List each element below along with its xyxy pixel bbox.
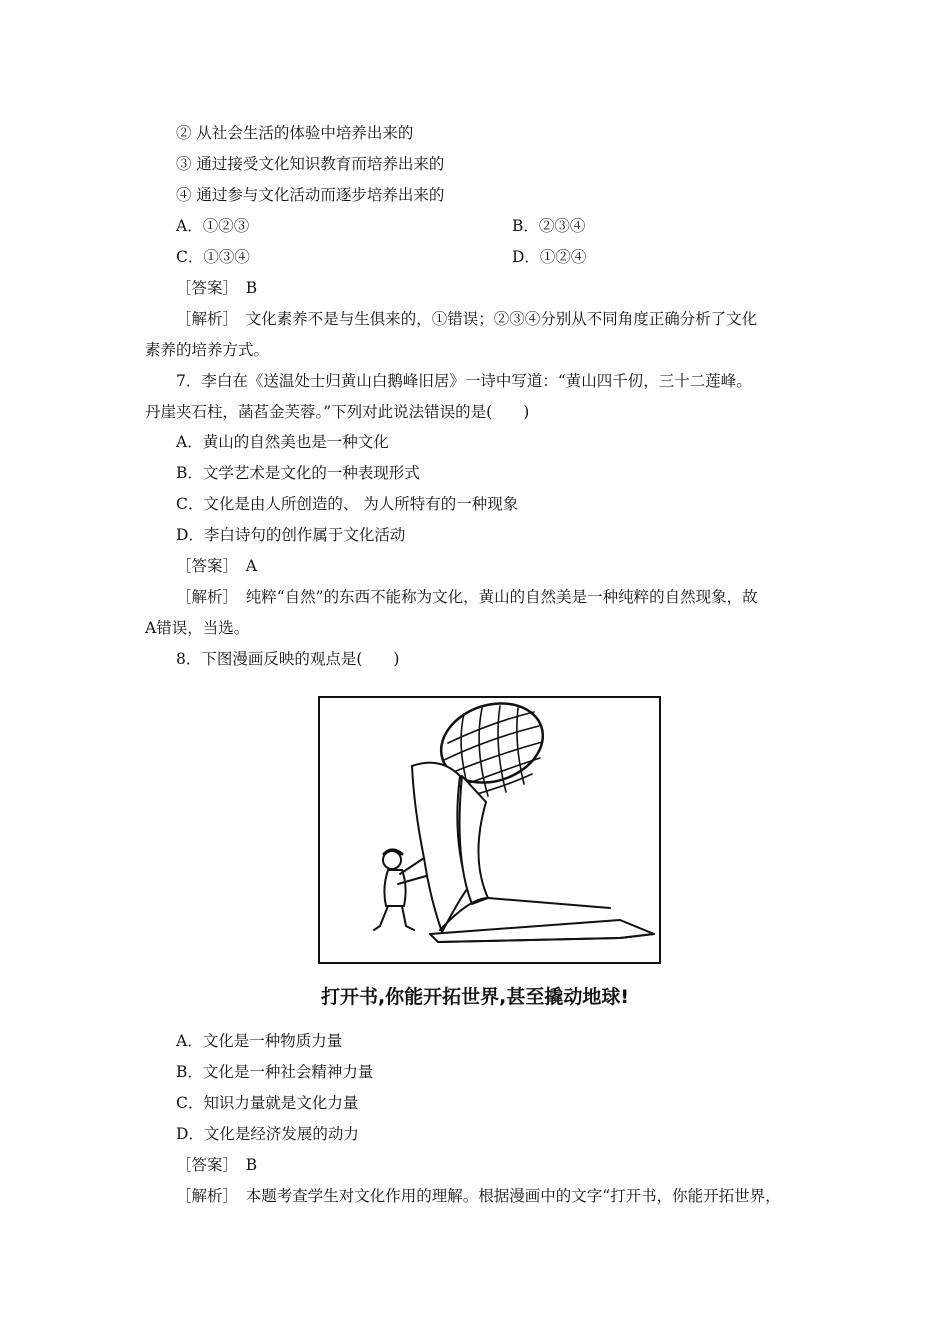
q7-choice-c: C．文化是由人所创造的、 为人所特有的一种现象 (176, 495, 519, 513)
q6-choice-d: D．①②④ (512, 248, 587, 266)
q8-answer: ［答案］ B (176, 1156, 258, 1174)
q7-choice-d: D．李白诗句的创作属于文化活动 (176, 526, 406, 544)
cartoon-illustration (320, 698, 659, 962)
q6-option-3: ③ 通过接受文化知识教育而培养出来的 (176, 155, 445, 173)
q7-stem-line-2: 丹崖夹石柱，菡萏金芙蓉。”下列对此说法错误的是( ) (145, 403, 530, 421)
q7-choice-b: B．文学艺术是文化的一种表现形式 (176, 464, 420, 482)
cartoon-caption: 打开书,你能开拓世界,甚至撬动地球! (320, 986, 630, 1008)
q8-choice-d: D．文化是经济发展的动力 (176, 1125, 359, 1143)
q6-answer: ［答案］ B (176, 279, 258, 297)
q8-choice-a: A．文化是一种物质力量 (176, 1032, 343, 1050)
q8-choice-b: B．文化是一种社会精神力量 (176, 1063, 374, 1081)
q8-stem: 8．下图漫画反映的观点是( ) (176, 650, 400, 668)
q6-choice-b: B．②③④ (512, 217, 586, 235)
q7-answer: ［答案］ A (176, 557, 257, 575)
q7-stem-line-1: 7．李白在《送温处士归黄山白鹅峰旧居》一诗中写道：“黄山四千仞，三十二莲峰。 (176, 372, 752, 390)
q6-analysis-line-2: 素养的培养方式。 (145, 341, 270, 359)
q8-choice-c: C．知识力量就是文化力量 (176, 1094, 359, 1112)
q7-choice-a: A．黄山的自然美也是一种文化 (176, 433, 389, 451)
q6-option-4: ④ 通过参与文化活动而逐步培养出来的 (176, 186, 445, 204)
q8-analysis-line-1: ［解析］ 本题考查学生对文化作用的理解。根据漫画中的文字“打开书，你能开拓世界， (176, 1187, 781, 1205)
q6-option-2: ② 从社会生活的体验中培养出来的 (176, 124, 414, 142)
q7-analysis-line-1: ［解析］ 纯粹“自然”的东西不能称为文化，黄山的自然美是一种纯粹的自然现象，故 (176, 588, 758, 606)
q7-analysis-line-2: A错误，当选。 (145, 619, 250, 637)
q6-analysis-line-1: ［解析］ 文化素养不是与生俱来的，①错误；②③④分别从不同角度正确分析了文化 (176, 310, 758, 328)
q6-choice-c: C．①③④ (176, 248, 250, 266)
cartoon-figure (318, 696, 661, 964)
q6-choice-a: A．①②③ (176, 217, 250, 235)
